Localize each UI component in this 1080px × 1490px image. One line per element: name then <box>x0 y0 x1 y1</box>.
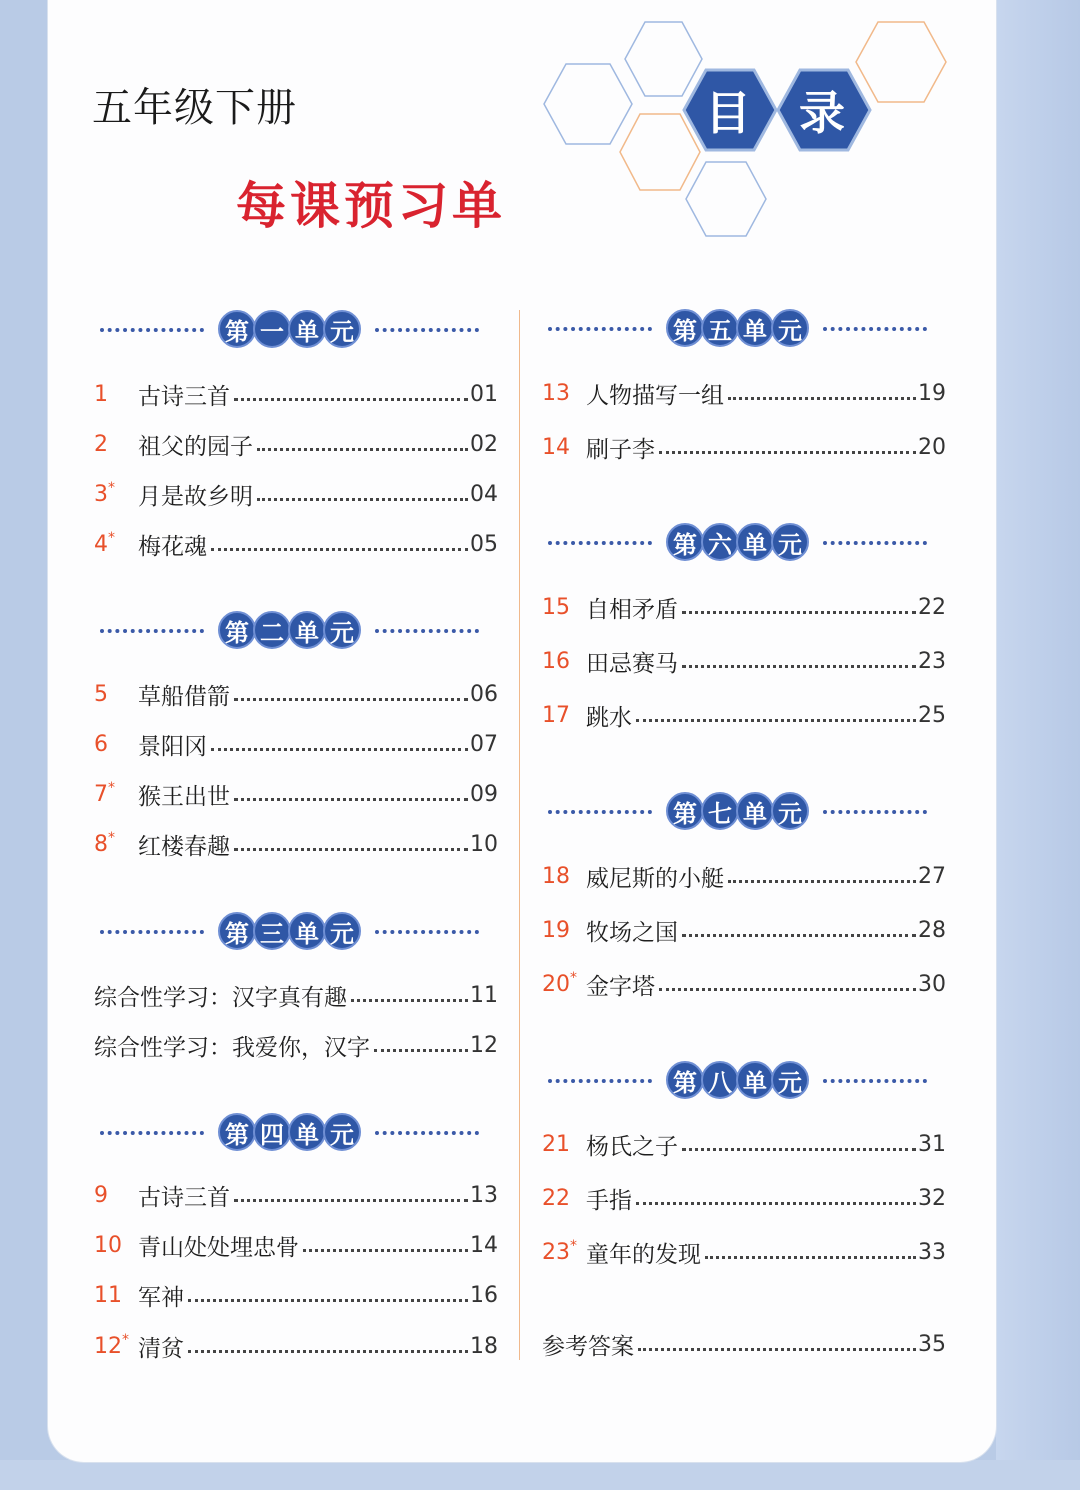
lesson-number: 10 <box>94 1232 122 1258</box>
toc-entry[interactable] <box>94 1227 498 1263</box>
unit-title-char: 第 <box>218 310 256 348</box>
dotted-rule <box>375 1131 479 1135</box>
unit-title-char: 五 <box>701 309 739 347</box>
page-number: 04 <box>470 481 498 507</box>
lesson-title: 军神 <box>138 1284 184 1311</box>
lesson-title: 综合性学习：我爱你，汉字 <box>94 1034 370 1061</box>
page-number: 27 <box>918 863 946 889</box>
dotted-rule <box>548 1079 652 1083</box>
page-number: 12 <box>470 1032 498 1058</box>
page-number: 31 <box>918 1131 946 1157</box>
dot-leader <box>211 748 468 751</box>
lesson-number: 12* <box>94 1331 129 1359</box>
unit-title <box>666 792 809 830</box>
dot-leader <box>659 451 916 454</box>
unit-header <box>100 607 479 653</box>
lesson-number: 16 <box>542 648 570 674</box>
lesson-number: 19 <box>542 917 570 943</box>
lesson-number: 14 <box>542 434 570 460</box>
lesson-title: 牧场之国 <box>586 919 678 946</box>
toc-entry[interactable] <box>542 966 946 1002</box>
dot-leader <box>234 698 468 701</box>
toc-entry[interactable] <box>542 643 946 679</box>
unit-title-char: 元 <box>323 1113 361 1151</box>
answers-entry[interactable] <box>542 1326 946 1362</box>
lesson-number: 7* <box>94 779 115 807</box>
lesson-title: 梅花魂 <box>138 533 207 560</box>
dot-leader <box>728 397 916 400</box>
lesson-number: 9 <box>94 1182 108 1208</box>
lesson-number: 17 <box>542 702 570 728</box>
unit-title-char: 元 <box>323 912 361 950</box>
unit-title-char: 第 <box>666 309 704 347</box>
toc-entry[interactable] <box>94 776 498 812</box>
unit-title-char: 二 <box>253 611 291 649</box>
unit-header <box>548 519 927 565</box>
toc-entry[interactable] <box>94 826 498 862</box>
dotted-rule <box>375 328 479 332</box>
unit-title-char: 单 <box>736 1061 774 1099</box>
dot-leader <box>351 999 468 1002</box>
unit-title-char: 四 <box>253 1113 291 1151</box>
toc-entry[interactable] <box>94 376 498 412</box>
unit-title-char: 第 <box>218 912 256 950</box>
lesson-title: 祖父的园子 <box>138 433 253 460</box>
lesson-number: 22 <box>542 1185 570 1211</box>
page-number: 18 <box>470 1333 498 1359</box>
toc-entry[interactable] <box>542 1234 946 1270</box>
lesson-title: 草船借箭 <box>138 683 230 710</box>
page-number: 22 <box>918 594 946 620</box>
page-number: 33 <box>918 1239 946 1265</box>
unit-title-char: 元 <box>323 310 361 348</box>
toc-entry[interactable] <box>94 476 498 512</box>
dot-leader <box>303 1249 468 1252</box>
dot-leader <box>705 1256 916 1259</box>
unit-header <box>100 306 479 352</box>
lesson-title: 刷子李 <box>586 436 655 463</box>
toc-entry[interactable] <box>542 858 946 894</box>
dot-leader <box>211 548 468 551</box>
lesson-title: 威尼斯的小艇 <box>586 865 724 892</box>
unit-title-char: 第 <box>218 611 256 649</box>
lesson-number: 18 <box>542 863 570 889</box>
unit-title-char: 第 <box>218 1113 256 1151</box>
toc-entry[interactable] <box>94 426 498 462</box>
dotted-rule <box>548 810 652 814</box>
toc-entry[interactable] <box>94 526 498 562</box>
unit-title-char: 单 <box>288 310 326 348</box>
page-number: 10 <box>470 831 498 857</box>
page-number: 32 <box>918 1185 946 1211</box>
dotted-rule <box>823 810 927 814</box>
toc-entry[interactable] <box>542 589 946 625</box>
unit-header <box>100 1109 479 1155</box>
toc-entry[interactable] <box>94 1177 498 1213</box>
page-number: 25 <box>918 702 946 728</box>
lesson-title: 清贫 <box>138 1335 184 1362</box>
page-number: 16 <box>470 1282 498 1308</box>
page-number: 09 <box>470 781 498 807</box>
dotted-rule <box>100 1131 204 1135</box>
dot-leader <box>234 798 468 801</box>
unit-title-char: 元 <box>771 309 809 347</box>
lesson-number: 13 <box>542 380 570 406</box>
dotted-rule <box>375 629 479 633</box>
toc-entry[interactable] <box>94 1328 498 1364</box>
toc-entry[interactable] <box>542 375 946 411</box>
bottom-edge-stripe <box>0 1460 1080 1490</box>
unit-title-char: 三 <box>253 912 291 950</box>
unit-title-char: 八 <box>701 1061 739 1099</box>
optional-star: * <box>570 1237 577 1254</box>
unit-title-char: 七 <box>701 792 739 830</box>
lesson-title: 古诗三首 <box>138 383 230 410</box>
dotted-rule <box>375 930 479 934</box>
unit-title-char: 元 <box>771 523 809 561</box>
page-number: 20 <box>918 434 946 460</box>
lesson-number: 23* <box>542 1237 577 1265</box>
lesson-title: 景阳冈 <box>138 733 207 760</box>
page-number: 23 <box>918 648 946 674</box>
toc-entry[interactable] <box>94 676 498 712</box>
dot-leader <box>188 1350 468 1353</box>
lesson-title: 青山处处埋忠骨 <box>138 1234 299 1261</box>
dot-leader <box>234 398 468 401</box>
toc-entry[interactable] <box>94 726 498 762</box>
dotted-rule <box>823 541 927 545</box>
unit-title-char: 第 <box>666 792 704 830</box>
book-subtitle: 每课预习单 <box>236 177 506 235</box>
unit-title-char: 元 <box>771 1061 809 1099</box>
unit-title-char: 单 <box>288 1113 326 1151</box>
lesson-number: 2 <box>94 431 108 457</box>
page-number: 05 <box>470 531 498 557</box>
dot-leader <box>636 719 916 722</box>
dot-leader <box>659 988 916 991</box>
unit-title-char: 六 <box>701 523 739 561</box>
lesson-title: 人物描写一组 <box>586 382 724 409</box>
optional-star: * <box>108 829 115 846</box>
lesson-number: 1 <box>94 381 108 407</box>
unit-title-char: 单 <box>288 611 326 649</box>
lesson-number: 5 <box>94 681 108 707</box>
lesson-title: 自相矛盾 <box>586 596 678 623</box>
unit-title <box>218 1113 361 1151</box>
lesson-number: 21 <box>542 1131 570 1157</box>
dotted-rule <box>823 327 927 331</box>
lesson-title: 金字塔 <box>586 973 655 1000</box>
contents-title <box>686 70 876 150</box>
optional-star: * <box>122 1331 129 1348</box>
dot-leader <box>728 880 916 883</box>
unit-title <box>218 310 361 348</box>
lesson-title: 杨氏之子 <box>586 1133 678 1160</box>
unit-header <box>548 788 927 834</box>
contents-title-char: 目 <box>705 86 751 140</box>
hexagon-outline <box>544 64 632 144</box>
page-number: 07 <box>470 731 498 757</box>
unit-header <box>548 305 927 351</box>
lesson-title: 月是故乡明 <box>138 483 253 510</box>
unit-title <box>218 611 361 649</box>
toc-entry[interactable] <box>94 977 498 1013</box>
dot-leader <box>682 934 916 937</box>
dot-leader <box>638 1348 916 1351</box>
lesson-number: 3* <box>94 479 115 507</box>
lesson-title: 田忌赛马 <box>586 650 678 677</box>
toc-entry[interactable] <box>94 1277 498 1313</box>
unit-header <box>548 1057 927 1103</box>
page-number: 14 <box>470 1232 498 1258</box>
unit-title-char: 元 <box>323 611 361 649</box>
dotted-rule <box>100 629 204 633</box>
lesson-number: 8* <box>94 829 115 857</box>
optional-star: * <box>108 529 115 546</box>
unit-title <box>218 912 361 950</box>
lesson-title: 童年的发现 <box>586 1241 701 1268</box>
toc-entry[interactable] <box>542 912 946 948</box>
optional-star: * <box>570 969 577 986</box>
toc-entry[interactable] <box>542 1180 946 1216</box>
dotted-rule <box>548 541 652 545</box>
page-number: 06 <box>470 681 498 707</box>
right-edge-stripe <box>996 0 1080 1490</box>
page-number: 01 <box>470 381 498 407</box>
lesson-number: 20* <box>542 969 577 997</box>
unit-title-char: 单 <box>288 912 326 950</box>
toc-entry[interactable] <box>542 429 946 465</box>
dot-leader <box>257 498 468 501</box>
dotted-rule <box>548 327 652 331</box>
page-number: 13 <box>470 1182 498 1208</box>
unit-header <box>100 908 479 954</box>
lesson-number: 11 <box>94 1282 122 1308</box>
dot-leader <box>234 1199 468 1202</box>
dot-leader <box>636 1202 916 1205</box>
column-divider <box>519 310 520 1360</box>
unit-title-char: 单 <box>736 523 774 561</box>
lesson-title: 手指 <box>586 1187 632 1214</box>
grade-label: 五年级下册 <box>92 85 297 131</box>
dotted-rule <box>100 930 204 934</box>
optional-star: * <box>108 779 115 796</box>
lesson-number: 4* <box>94 529 115 557</box>
dot-leader <box>234 848 468 851</box>
optional-star: * <box>108 479 115 496</box>
contents-title-char: 录 <box>799 86 845 140</box>
lesson-title: 综合性学习：汉字真有趣 <box>94 984 347 1011</box>
lesson-number: 6 <box>94 731 108 757</box>
page-number: 30 <box>918 971 946 997</box>
dot-leader <box>682 1148 916 1151</box>
toc-entry[interactable] <box>542 697 946 733</box>
unit-title <box>666 523 809 561</box>
unit-title <box>666 309 809 347</box>
unit-title-char: 一 <box>253 310 291 348</box>
dot-leader <box>682 665 916 668</box>
lesson-title: 跳水 <box>586 704 632 731</box>
lesson-title: 古诗三首 <box>138 1184 230 1211</box>
page-number: 11 <box>470 982 498 1008</box>
unit-title-char: 第 <box>666 523 704 561</box>
lesson-title: 猴王出世 <box>138 783 230 810</box>
page-number: 02 <box>470 431 498 457</box>
lesson-number: 15 <box>542 594 570 620</box>
dotted-rule <box>100 328 204 332</box>
page-number: 19 <box>918 380 946 406</box>
dot-leader <box>257 448 468 451</box>
answers-title: 参考答案 <box>542 1333 634 1360</box>
unit-title-char: 第 <box>666 1061 704 1099</box>
toc-entry[interactable] <box>94 1027 498 1063</box>
dotted-rule <box>823 1079 927 1083</box>
dot-leader <box>374 1049 468 1052</box>
page-number: 35 <box>918 1331 946 1357</box>
unit-title-char: 元 <box>771 792 809 830</box>
unit-title-char: 单 <box>736 792 774 830</box>
dot-leader <box>682 611 916 614</box>
unit-title-char: 单 <box>736 309 774 347</box>
hexagon-outline <box>686 162 766 236</box>
toc-entry[interactable] <box>542 1126 946 1162</box>
page-number: 28 <box>918 917 946 943</box>
lesson-title: 红楼春趣 <box>138 833 230 860</box>
unit-title <box>666 1061 809 1099</box>
dot-leader <box>188 1299 468 1302</box>
